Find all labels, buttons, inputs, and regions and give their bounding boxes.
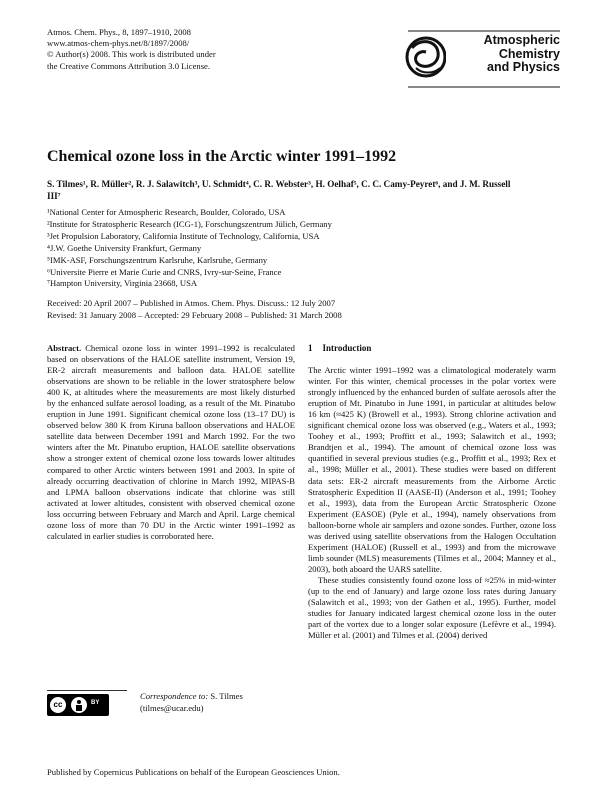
section-heading — [308, 343, 556, 354]
affiliation-item: ⁶Universite Pierre et Marie Curie and CNRS, Ivry-sur-Seine, France — [47, 266, 282, 277]
footnote-divider — [47, 690, 127, 691]
abstract — [47, 343, 295, 542]
correspondence-name: S. Tilmes — [210, 691, 243, 701]
affiliation-item: ⁴J.W. Goethe University Frankfurt, Germany — [47, 242, 202, 253]
affiliation-list — [47, 207, 332, 290]
author-list: S. Tilmes¹, R. Müller², R. J. Salawitch³, U. Schmidt⁴, C. R. Webster³, H. Oelhaf⁵, C. C. Camy-Peyret⁶, and J. M. Russell III⁷ — [47, 179, 511, 201]
logo-text — [484, 34, 560, 75]
journal-header — [47, 27, 216, 72]
section-title: Introduction — [322, 343, 372, 353]
abstract-text: Chemical ozone loss in winter 1991–1992 is recalculated based on observations of the HALOE satellite instrument, Version 19, ER-2 aircraft measurements and balloon data. HALOE satellite observations are shown to be reliable in the lower stratosphere below 400 K, at altitudes where the measurements are most likely disturbed by the enhanced sulfate aerosol loading, as a result of the Mt. Pinatubo eruption in June 1991. Significant chemical ozone loss (13–17 DU) is observed below 380 K from Kiruna balloon observations and HALOE satellite data between December 1991 and March 1992. For the two winters after the Mt. Pinatubo eruption, HALOE satellite observations show a stronger extent of chemical ozone loss towards lower altitudes compared to other Arctic winters between 1991 and 2003. In spite of already occurring deactivation of chlorine in March 1992, MIPAS-B and LPMA balloon observations indicate that chlorine was still activated at lower altitudes, consistent with observed chemical ozone loss occurring between February and March and April. Large chemical ozone loss of more than 70 DU in the Arctic winter 1991–1992 as calculated in earlier studies is corroborated here. — [47, 343, 295, 541]
affiliation-item: ⁷Hampton University, Virginia 23668, USA — [47, 278, 198, 289]
affiliation-item: ³Jet Propulsion Laboratory, California Institute of Technology, California, USA — [47, 230, 320, 241]
license-line: the Creative Commons Attribution 3.0 License. — [47, 60, 211, 71]
affiliation-item: ⁵IMK-ASF, Forschungszentrum Karlsruhe, Karlsruhe, Germany — [47, 254, 268, 265]
correspondence-email[interactable]: (tilmes@ucar.edu) — [140, 703, 204, 713]
paper-title: Chemical ozone loss in the Arctic winter 1991–1992 — [47, 148, 397, 165]
logo-line-2: Chemistry — [498, 46, 560, 61]
revised-line: Revised: 31 January 2008 – Accepted: 29 February 2008 – Published: 31 March 2008 — [47, 310, 342, 320]
introduction-section — [308, 343, 556, 641]
by-label: BY — [91, 700, 100, 706]
cc-by-license-badge[interactable] — [47, 694, 109, 716]
citation-line: Atmos. Chem. Phys., 8, 1897–1910, 2008 — [47, 27, 191, 37]
publication-dates — [47, 297, 342, 321]
received-line: Received: 20 April 2007 – Published in Atmos. Chem. Phys. Discuss.: 12 July 2007 — [47, 298, 336, 308]
page-footer: Published by Copernicus Publications on behalf of the European Geosciences Union. — [47, 767, 340, 777]
egu-swirl-icon — [402, 28, 446, 86]
section-number: 1 — [308, 343, 313, 353]
correspondence — [140, 690, 243, 714]
correspondence-label: Correspondence to: — [140, 691, 209, 701]
intro-paragraph: These studies consistently found ozone loss of ≈25% in mid-winter (up to the end of January) and large ozone loss rates during January (Salawitch et al., 1993; von der Gathen et al., 1995). Further, model studies for January indicated largest chemical ozone loss in the outer part of the vortex due to a longer solar exposure (Lefèvre et al., 1994). Müller et al. (2001) and Tilmes et al. (2004) derived — [308, 574, 556, 641]
intro-paragraph: The Arctic winter 1991–1992 was a climatological moderately warm winter. For this winter, chemical processes in the polar vortex were strongly influenced by the enhanced burden of sulfate aerosols after the eruption of Mt. Pinatubo in June 1991, in particular at altitudes below 16 km (≈425 K) (Browell et al., 1993). Strong chlorine activation and significant chemical ozone loss was observed (e.g., Waters et al., 1993; Toohey et al., 1993; Proffitt et al., 1993; Salawitch et al., 1993; Brandtjen et al., 1994). The amount of chemical ozone loss was quantified in several previous studies (e.g., Proffitt et al., 1993; Rex et al., 1998; Müller et al., 2001). These studies were based on different data sets: ER-2 aircraft measurements from the Airborne Arctic Stratospheric Expedition II (AASE-II) (Anderson et al., 1991; Toohey et al., 1993), data from the European Arctic Stratospheric Ozone Experiment (EASOE) (Pyle et al., 1994), namely observations from balloon-borne whole air samplers and ozone sondes. Further, ozone loss was derived using satellite observations from the Halogen Occultation Experiment (HALOE) (Russell et al., 1993) and from the microwave limb sounder (MLS) measurements (Tilmes et al., 2004; Manney et al., 2003), both aboard the UARS satellite. — [308, 365, 556, 574]
journal-logo — [400, 22, 560, 92]
journal-url[interactable]: www.atmos-chem-phys.net/8/1897/2008/ — [47, 38, 190, 49]
affiliation-item: ²Institute for Stratospheric Research (ICG-1), Forschungszentrum Jülich, Germany — [47, 218, 332, 229]
person-icon — [71, 697, 87, 713]
abstract-label: Abstract. — [47, 343, 82, 353]
affiliation-item: ¹National Center for Atmospheric Research, Boulder, Colorado, USA — [47, 207, 286, 217]
copyright-line: © Author(s) 2008. This work is distributed under — [47, 49, 216, 60]
logo-line-1: Atmospheric — [483, 33, 560, 47]
logo-line-3: and Physics — [487, 60, 560, 74]
cc-icon: cc — [50, 697, 66, 713]
